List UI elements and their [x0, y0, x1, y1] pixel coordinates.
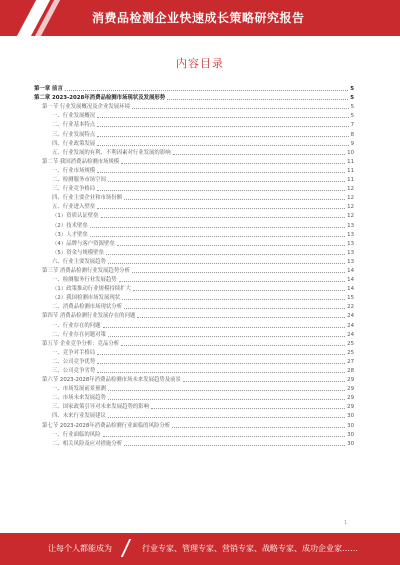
toc-entry[interactable] [34, 211, 354, 220]
toc-leader-dots [97, 117, 348, 118]
toc-entry[interactable] [34, 93, 354, 102]
toc-entry[interactable] [34, 357, 354, 366]
toc-leader-dots [97, 145, 348, 146]
toc-leader-dots [97, 172, 345, 173]
toc-entry-page: 30 [347, 422, 354, 429]
toc-leader-dots [106, 254, 345, 255]
toc-entry[interactable] [34, 320, 354, 329]
toc-entry-label: 三、公司竞争劣势 [52, 368, 96, 374]
toc-leader-dots [97, 354, 345, 355]
toc-leader-dots [133, 290, 345, 291]
toc-leader-dots [124, 308, 345, 309]
toc-leader-dots [121, 345, 345, 346]
toc-entry[interactable] [34, 293, 354, 302]
toc-entry-page: 25 [347, 349, 354, 356]
toc-entry-label: 一、行业面临的风险 [52, 431, 101, 438]
toc-entry-page: 14 [347, 286, 354, 293]
toc-entry-page: 12 [347, 204, 354, 211]
toc-entry[interactable] [34, 193, 354, 202]
toc-entry[interactable] [34, 202, 354, 211]
toc-entry-label: 二、行业基本特点 [52, 122, 96, 129]
toc-entry-label: 一、行业发展概况 [52, 113, 96, 120]
toc-leader-dots [97, 363, 345, 364]
toc-entry-label: 四、未来行业发展建议 [52, 413, 106, 420]
toc-entry-page: 14 [347, 277, 354, 284]
toc-entry[interactable] [34, 330, 354, 339]
toc-entry-page: 14 [347, 267, 354, 274]
toc-entry-label: 二、相关风险及应对措施分析 [52, 440, 123, 447]
toc-entry-page: 13 [347, 231, 354, 238]
toc-entry-label: 二、公司竞争优势 [52, 358, 96, 365]
toc-leader-dots [103, 436, 346, 437]
toc-entry-page: 5 [350, 95, 354, 102]
toc-entry-label: 一、行业存在的问题 [52, 322, 101, 329]
toc-entry[interactable] [34, 420, 354, 429]
toc-entry-page: 13 [347, 258, 354, 265]
toc-leader-dots [121, 163, 345, 164]
toc-entry[interactable] [34, 120, 354, 129]
toc-entry[interactable] [34, 248, 354, 257]
toc-leader-dots [90, 236, 345, 237]
toc-entry-page: 12 [347, 213, 354, 220]
toc-leader-dots [167, 99, 348, 100]
toc-entry-label: 第四节 消费品检测行业发展存在的问题 [42, 313, 136, 320]
toc-entry-page: 7 [350, 122, 354, 129]
toc-entry-page: 9 [350, 140, 354, 147]
toc-entry-label: 三、国家政策引导对未来发展趋势的影响 [52, 404, 150, 411]
toc-entry-page: 5 [350, 104, 354, 111]
toc-leader-dots [183, 381, 345, 382]
toc-entry[interactable] [34, 257, 354, 266]
toc-entry[interactable] [34, 84, 354, 93]
footer-separator [121, 539, 140, 557]
toc-entry-label: 二、行业存在问题对策 [52, 331, 106, 338]
toc-entry-label: 第二节 我国消费品检测市场规模 [42, 158, 120, 165]
toc-entry-page: 12 [347, 195, 354, 202]
toc-entry-label: 第一节 行业发展概况及企业发展环境 [42, 104, 130, 111]
toc-entry-label: 四、行业主要企业和市场份额 [52, 195, 123, 202]
toc-entry-page: 11 [347, 177, 354, 184]
toc-leader-dots [101, 217, 346, 218]
toc-entry-page: 13 [347, 249, 354, 256]
toc-leader-dots [137, 317, 345, 318]
footer-slogan-right: 行业专家、管理专家、营销专家、战略专家、成功企业家…… [142, 544, 358, 553]
toc-entry[interactable] [34, 129, 354, 138]
toc-entry-page: 24 [347, 313, 354, 320]
toc-entry-label: 第五节 企业竞争分析：竞品分析 [42, 340, 120, 347]
toc-entry[interactable] [34, 311, 354, 320]
toc-entry-label: 三、行业竞争格局 [52, 186, 96, 193]
toc-leader-dots [151, 408, 345, 409]
toc-leader-dots [108, 390, 345, 391]
toc-heading: 内容目录 [176, 57, 224, 70]
toc-leader-dots [122, 299, 345, 300]
report-header-banner [0, 0, 400, 36]
toc-leader-dots [97, 126, 348, 127]
toc-entry[interactable] [34, 384, 354, 393]
toc-leader-dots [132, 272, 345, 273]
toc-entry-page: 8 [350, 131, 354, 138]
toc-entry[interactable] [34, 430, 354, 439]
toc-entry-page: 24 [347, 331, 354, 338]
toc-entry-page: 13 [347, 240, 354, 247]
toc-entry-label: （1）政策推动行业规模持续扩大 [52, 286, 131, 293]
toc-leader-dots [108, 336, 345, 337]
toc-entry-page: 28 [347, 368, 354, 374]
toc-entry-page: 29 [347, 404, 354, 411]
toc-entry-page: 27 [347, 358, 354, 365]
toc-leader-dots [108, 263, 345, 264]
toc-leader-dots [117, 245, 345, 246]
toc-entry[interactable] [34, 230, 354, 239]
toc-leader-dots [108, 181, 345, 182]
toc-leader-dots [97, 208, 345, 209]
toc-entry-page: 11 [347, 158, 354, 165]
toc-leader-dots [173, 154, 346, 155]
toc-entry-page: 25 [347, 340, 354, 347]
toc-entry-label: （1）资质认证壁垒 [52, 213, 99, 220]
toc-entry-page: 29 [347, 377, 354, 384]
toc-entry-label: 第二章 2023-2028年消费品检测市场现状及发展形势 [34, 95, 166, 102]
toc-entry-label: （2）技术壁垒 [52, 222, 88, 229]
toc-leader-dots [97, 136, 348, 137]
toc-entry-label: （2）我国检测市场发展现状 [52, 295, 121, 302]
toc-entry-page: 24 [347, 322, 354, 329]
footer-slogan-left: 让每个人都能成为 [48, 544, 112, 553]
toc-entry-label: 二、市场未来发展趋势 [52, 395, 106, 402]
toc-entry-page: 11 [347, 167, 354, 174]
toc-leader-dots [119, 281, 345, 282]
toc-entry-label: 四、行业政策发展 [52, 140, 96, 147]
toc-entry[interactable] [34, 402, 354, 411]
toc-leader-dots [97, 190, 345, 191]
toc-entry-label: 一、检测服务行业发展趋势 [52, 277, 117, 284]
toc-leader-dots [97, 372, 345, 373]
toc-entry[interactable] [34, 302, 354, 311]
toc-entry-page: 22 [347, 304, 354, 311]
toc-entry-page: 30 [347, 431, 354, 438]
toc-entry[interactable] [34, 184, 354, 193]
toc-entry[interactable] [34, 366, 354, 375]
toc-entry-label: 一、市场发展前景预测 [52, 386, 106, 393]
toc-entry-label: 二、消费品检测市场现状分析 [52, 304, 123, 311]
toc-entry[interactable] [34, 148, 354, 157]
toc-leader-dots [103, 327, 346, 328]
toc-entry[interactable] [34, 166, 354, 175]
toc-entry[interactable] [34, 220, 354, 229]
toc-entry-label: （4）品牌与客户资源壁垒 [52, 240, 115, 247]
toc-entry[interactable] [34, 157, 354, 166]
toc-entry-label: 一、竞争对手格局 [52, 349, 96, 356]
toc-entry-page: 13 [347, 222, 354, 229]
toc-entry-label: 二、检测服务市场空间 [52, 177, 106, 184]
toc-entry-page: 30 [347, 440, 354, 447]
toc-entry[interactable] [34, 102, 354, 111]
toc-leader-dots [108, 417, 345, 418]
toc-entry-page: 5 [350, 86, 354, 93]
toc-entry-label: 第七节 2023-2028年消费品检测行业面临的风险分析 [42, 422, 171, 429]
toc-entry[interactable] [34, 339, 354, 348]
toc-entry[interactable] [34, 111, 354, 120]
toc-entry-page: 15 [347, 295, 354, 302]
toc-entry[interactable] [34, 266, 354, 275]
toc-entry[interactable] [34, 275, 354, 284]
report-title: 消费品检测企业快速成长策略研究报告 [92, 11, 305, 25]
toc-entry-page: 29 [347, 386, 354, 393]
toc-entry[interactable] [34, 375, 354, 384]
toc-leader-dots [108, 399, 345, 400]
toc-entry-page: 5 [350, 113, 354, 120]
toc-entry-label: 第六节 2023-2028年消费品检测市场未来发展趋势及前景 [42, 377, 181, 384]
toc-entry-label: 五、行业发展的有利、不利因素对行业发展的影响 [52, 149, 171, 156]
toc-entry-page: 10 [347, 149, 354, 156]
toc-entry-label: 五、行业进入壁垒 [52, 204, 96, 211]
toc-entry[interactable] [34, 284, 354, 293]
toc-leader-dots [90, 227, 345, 228]
toc-entry-label: 第一章 前言 [34, 86, 63, 93]
toc-entry[interactable] [34, 393, 354, 402]
page-number: 1 [344, 520, 348, 526]
toc-entry-label: 六、行业主要发展趋势 [52, 258, 106, 265]
toc-entry-label: 三、行业发展特点 [52, 131, 96, 138]
toc-leader-dots [132, 108, 349, 109]
toc-leader-dots [65, 90, 348, 91]
toc-entry[interactable] [34, 411, 354, 420]
table-of-contents [34, 84, 354, 448]
toc-leader-dots [124, 445, 345, 446]
toc-entry-page: 29 [347, 395, 354, 402]
toc-entry-page: 12 [347, 186, 354, 193]
toc-entry-label: （3）人才壁垒 [52, 231, 88, 238]
toc-entry-page: 30 [347, 413, 354, 420]
toc-leader-dots [172, 427, 345, 428]
toc-entry[interactable] [34, 239, 354, 248]
toc-entry[interactable] [34, 348, 354, 357]
toc-leader-dots [124, 199, 345, 200]
toc-entry[interactable] [34, 139, 354, 148]
footer-banner [0, 533, 400, 565]
toc-entry-label: 第三节 消费品检测行业发展趋势分析 [42, 267, 130, 274]
toc-entry[interactable] [34, 439, 354, 448]
toc-entry-label: 一、行业市场规模 [52, 167, 96, 174]
toc-entry[interactable] [34, 175, 354, 184]
toc-entry-label: （5）资金与规模壁垒 [52, 249, 104, 256]
